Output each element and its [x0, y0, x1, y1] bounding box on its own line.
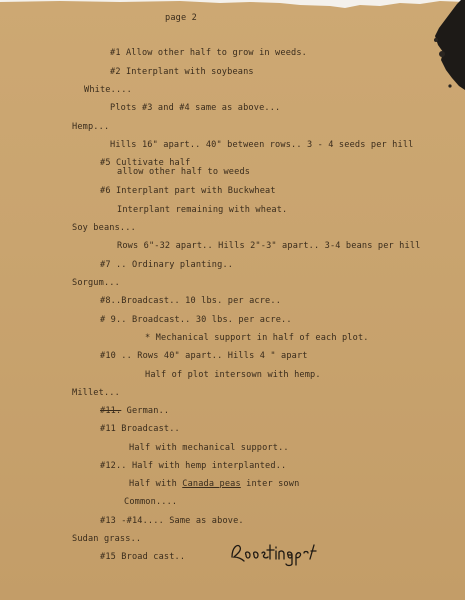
- note-line-1: #1 Allow other half to grow in weeds.: [110, 48, 307, 58]
- note-line-17: * Mechanical support in half of each plot.: [145, 333, 369, 343]
- note-line-10: Interplant remaining with wheat.: [117, 205, 288, 215]
- underlined-text: Canada peas: [182, 479, 241, 489]
- section-heading-hemp: Hemp...: [72, 122, 110, 132]
- note-line-23: Half with mechanical support..: [129, 443, 289, 453]
- section-heading-millet: Millet...: [72, 388, 120, 398]
- note-line-25-pre: Half with: [129, 479, 183, 489]
- note-line-19: Half of plot intersown with hemp.: [145, 370, 321, 380]
- handwritten-signature: [228, 537, 318, 567]
- note-line-25: [129, 479, 299, 489]
- note-line-8: allow other half to weeds: [117, 167, 251, 177]
- note-line-2: #2 Interplant with soybeans: [110, 67, 254, 77]
- note-line-12: Rows 6"-32 apart.. Hills 2"-3" apart.. 3-4 beans per hill: [117, 241, 421, 251]
- section-heading-white: White....: [84, 85, 132, 95]
- ink-stain: [405, 0, 465, 90]
- note-line-16: # 9.. Broadcast.. 30 lbs. per acre..: [100, 315, 292, 325]
- note-line-13: #7 .. Ordinary planting..: [100, 260, 234, 270]
- note-line-24: #12.. Half with hemp interplanted..: [100, 461, 287, 471]
- note-line-18: #10 .. Rows 40" apart.. Hills 4 " apart: [100, 351, 308, 361]
- note-line-21: [100, 406, 169, 416]
- note-line-29: #15 Broad cast..: [100, 552, 186, 562]
- note-line-21-text: German..: [121, 406, 170, 416]
- section-heading-sorgum: Sorgum...: [72, 278, 120, 288]
- section-heading-sudan-grass: Sudan grass..: [72, 534, 142, 544]
- note-line-25-text: inter sown: [240, 479, 300, 489]
- note-line-26: Common....: [124, 497, 178, 507]
- note-line-15: #8..Broadcast.. 10 lbs. per acre..: [100, 296, 282, 306]
- page-header: page 2: [165, 13, 197, 23]
- note-line-22: #11 Broadcast..: [100, 424, 180, 434]
- note-line-6: Hills 16" apart.. 40" between rows.. 3 - 4 seeds per hill: [110, 140, 414, 150]
- note-line-9: #6 Interplant part with Buckwheat: [100, 186, 276, 196]
- struck-text: #11.: [100, 406, 122, 416]
- note-line-7: #5 Cultivate half: [100, 158, 191, 168]
- note-line-27: #13 -#14.... Same as above.: [100, 516, 244, 526]
- section-heading-soy-beans: Soy beans...: [72, 223, 136, 233]
- note-line-4: Plots #3 and #4 same as above...: [110, 103, 281, 113]
- torn-top-edge: [0, 0, 465, 12]
